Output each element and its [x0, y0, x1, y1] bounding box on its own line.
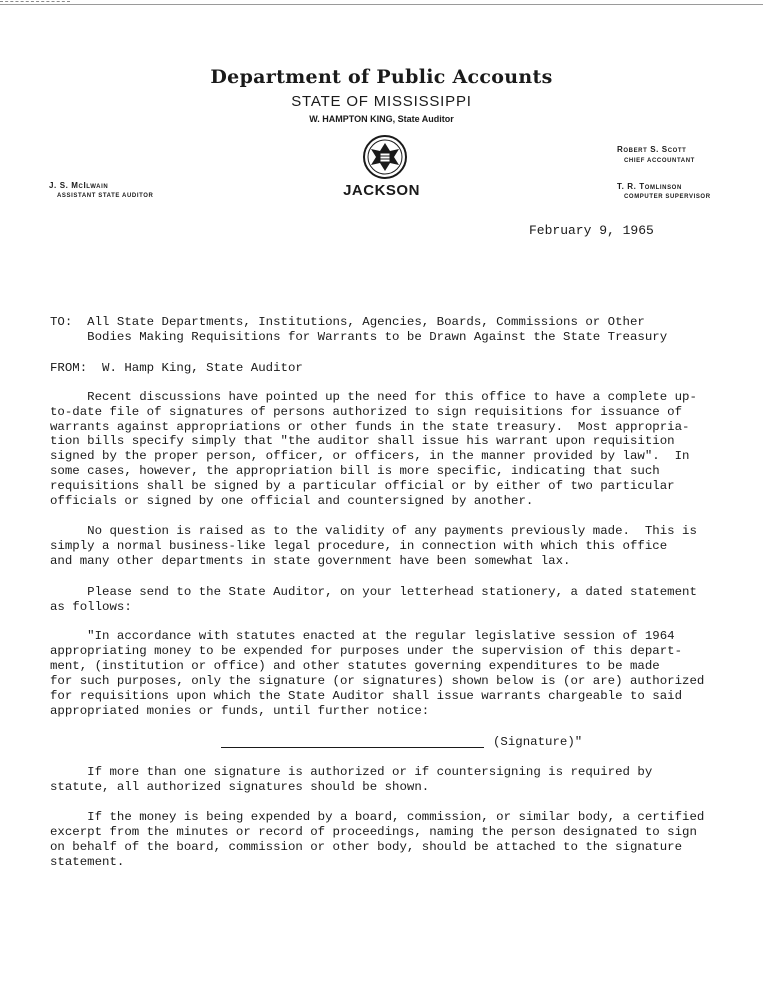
to-line-2: Bodies Making Requisitions for Warrants to be Drawn Against the State Treasury	[50, 330, 668, 344]
text-line: Please send to the State Auditor, on your letterhead stationery, a dated statement	[50, 585, 697, 599]
text-line: as follows:	[50, 600, 132, 614]
text-line: Recent discussions have pointed up the need for this office to have a complete up-	[50, 390, 697, 404]
text-line: requisitions shall be signed by a particular official or by either of two particular	[50, 479, 675, 493]
text-line: on behalf of the board, commission or other body, should be attached to the signature	[50, 840, 683, 854]
from-line: FROM: W. Hamp King, State Auditor	[50, 361, 303, 375]
city-name: JACKSON	[343, 182, 420, 199]
signature-label: (Signature)"	[493, 735, 583, 749]
state-auditor-line: W. HAMPTON KING, State Auditor	[309, 114, 454, 124]
letter-date: February 9, 1965	[529, 223, 654, 238]
text-line: warrants against appropriations or other funds in the state treasury. Most appropria-	[50, 420, 690, 434]
text-line: If the money is being expended by a board, commission, or similar body, a certified	[50, 810, 705, 824]
text-line: some cases, however, the appropriation bill is more specific, indicating that such	[50, 464, 660, 478]
text-line: officials or signed by one official and countersigned by another.	[50, 494, 534, 508]
text-line: for such purposes, only the signature (or signatures) shown below is (or are) authorized	[50, 674, 705, 688]
assistant-auditor-title: ASSISTANT STATE AUDITOR	[57, 193, 154, 199]
state-seal-icon	[361, 134, 409, 180]
chief-accountant-title: CHIEF ACCOUNTANT	[624, 158, 695, 164]
text-line: "In accordance with statutes enacted at the regular legislative session of 1964	[50, 629, 675, 643]
page-top-dash	[0, 1, 70, 2]
signature-line	[221, 747, 484, 748]
text-line: appropriating money to be expended for purposes under the supervision of this depart-	[50, 644, 683, 658]
text-line: tion bills specify simply that "the auditor shall issue his warrant upon requisition	[50, 434, 675, 448]
department-name: Department of Public Accounts	[210, 66, 553, 88]
text-line: appropriated monies or funds, until further notice:	[50, 704, 430, 718]
text-line: statement.	[50, 855, 125, 869]
text-line: signed by the proper person, officer, or officers, in the manner provided by law". In	[50, 449, 690, 463]
assistant-auditor-name: J. S. McIlwain	[49, 181, 109, 190]
page-top-rule	[0, 4, 763, 5]
text-line: ment, (institution or office) and other statutes governing expenditures to be made	[50, 659, 660, 673]
computer-supervisor-name: T. R. Tomlinson	[617, 182, 682, 191]
computer-supervisor-title: COMPUTER SUPERVISOR	[624, 194, 711, 200]
text-line: statute, all authorized signatures should be shown.	[50, 780, 430, 794]
text-line: to-date file of signatures of persons authorized to sign requisitions for issuance of	[50, 405, 683, 419]
chief-accountant-name: Robert S. Scott	[617, 145, 687, 154]
text-line: and many other departments in state government have been somewhat lax.	[50, 554, 571, 568]
state-name: STATE OF MISSISSIPPI	[291, 93, 472, 110]
text-line: No question is raised as to the validity of any payments previously made. This is	[50, 524, 697, 538]
to-line-1: TO: All State Departments, Institutions, Agencies, Boards, Commissions or Other	[50, 315, 645, 329]
text-line: excerpt from the minutes or record of proceedings, naming the person designated to sign	[50, 825, 697, 839]
text-line: simply a normal business-like legal procedure, in connection with which this office	[50, 539, 668, 553]
text-line: for requisitions upon which the State Auditor shall issue warrants chargeable to said	[50, 689, 683, 703]
text-line: If more than one signature is authorized or if countersigning is required by	[50, 765, 653, 779]
